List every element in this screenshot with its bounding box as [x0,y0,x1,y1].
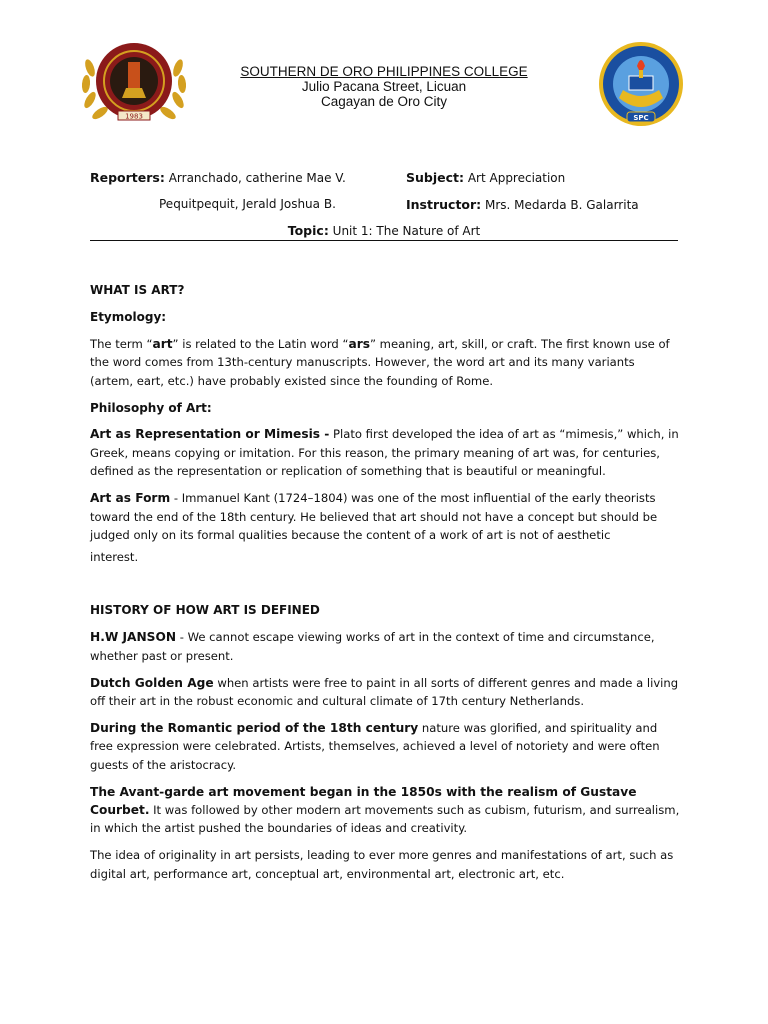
paragraph-avant-garde: The Avant-garde art movement began in the 1850s with the realism of Gustave Courbet. It was followed by other modern art movements such as cubism, futurism, and surrealism, in which the artist pushed the boundaries of ideas and creativity. [90,784,680,836]
reporter-1: Arranchado, catherine Mae V. [168,171,346,185]
paragraph-form-end: interest. [90,550,139,565]
reporters-row [90,170,346,185]
paragraph-etymology: The term “art” is related to the Latin word “ars” meaning, art, skill, or craft. The first known use of the word comes from 13th-century manuscripts. However, the word art and its many variants (artem, eart, etc.) have probably existed since the founding of Rome. [90,336,670,388]
seal-year: 1983 [125,112,143,121]
college-header [200,64,568,109]
instructor-label: Instructor: [406,197,482,212]
reporter-2: Pequitpequit, Jerald Joshua B. [159,197,336,211]
document-body [90,281,680,892]
instructor-value: Mrs. Medarda B. Galarrita [485,198,639,212]
college-street: Julio Pacana Street, Licuan [301,79,467,94]
heading-philosophy: Philosophy of Art: [90,400,212,415]
reporters-label: Reporters: [90,170,165,185]
paragraph-originality: The idea of originality in art persists, leading to ever more genres and manifestations of art, such as digital art, performance art, conceptual art, environmental art, electronic art, etc. [90,848,674,881]
paragraph-dutch: Dutch Golden Age when artists were free to paint in all sorts of different genres and made a living off their art in the robust economic and cultural climate of 17th century Netherlands. [90,675,679,708]
topic-label: Topic: [287,223,329,238]
subject-row [406,170,565,185]
college-seal-logo [78,38,190,124]
subject-label: Subject: [406,170,464,185]
paragraph-janson: H.W JANSON - We cannot escape viewing works of art in the context of time and circumstance, whether past or present. [90,630,655,663]
teacher-education-seal-logo [589,40,693,128]
paragraph-romantic: During the Romantic period of the 18th century nature was glorified, and spirituality and free expression were celebrated. Artists, themselves, achieved a level of notoriety and were often guests of the aristocracy. [90,720,660,772]
college-name: SOUTHERN DE ORO PHILIPPINES COLLEGE [240,64,528,79]
subject-value: Art Appreciation [467,171,566,185]
topic-value: Unit 1: The Nature of Art [332,224,481,238]
instructor-row [406,197,639,212]
paragraph-form: Art as Form - Immanuel Kant (1724–1804) was one of the most influential of the early theorists toward the end of the 18th century. He believed that art should not have a concept but should be judged only on its formal qualities because the content of a work of art is not of aesthetic [90,491,658,542]
heading-history: HISTORY OF HOW ART IS DEFINED [90,603,320,618]
paragraph-mimesis: Art as Representation or Mimesis - Plato first developed the idea of art as “mimesis,” which, in Greek, means copying or imitation. For this reason, the primary meaning of art was, for centuries, defined as the representation or replication of something that is beautiful or meaningful. [90,427,679,479]
header-divider [90,240,678,241]
college-city: Cagayan de Oro City [320,94,448,109]
heading-what-is-art: WHAT IS ART? [90,283,185,297]
heading-etymology: Etymology: [90,309,167,324]
seal-abbrev: SPC [633,114,649,122]
topic-row [0,223,768,238]
